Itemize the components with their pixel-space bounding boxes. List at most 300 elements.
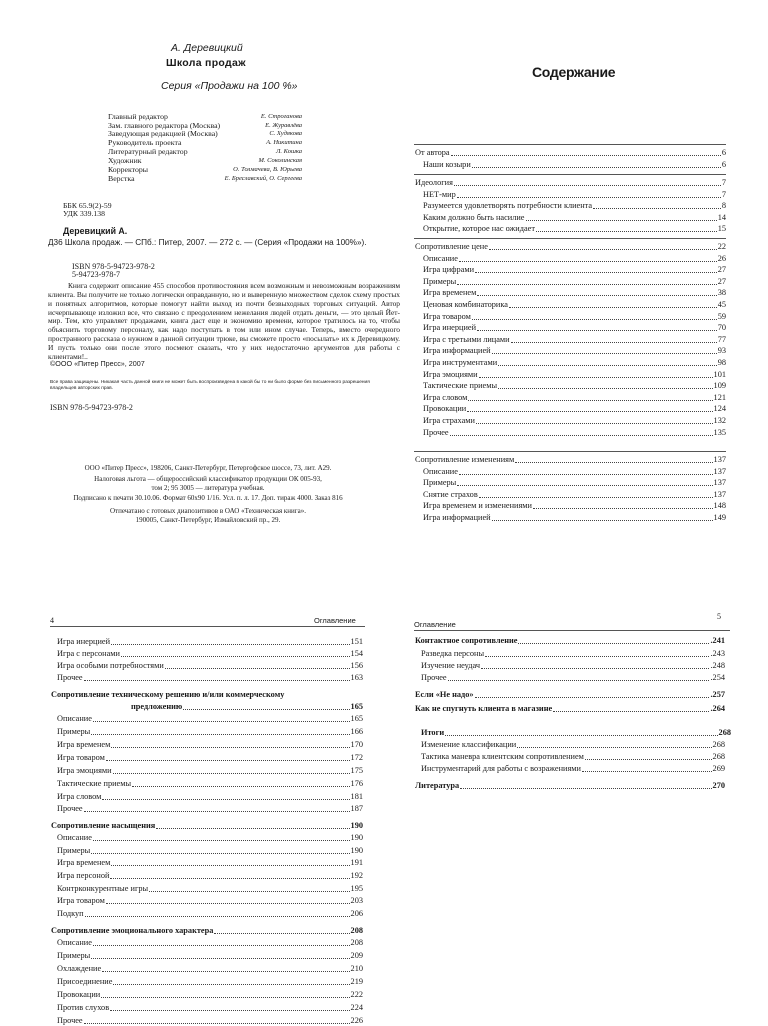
toc-entry-page: 206 xyxy=(350,909,363,918)
toc-leader xyxy=(585,758,712,760)
toc-entry-page: .257 xyxy=(710,690,725,699)
catalog-author: Деревицкий А. xyxy=(63,226,128,236)
toc-leader xyxy=(93,839,350,841)
contents-title: Содержание xyxy=(532,64,616,80)
toc-entry xyxy=(57,637,363,647)
toc-entry-page: 191 xyxy=(350,858,363,867)
toc-entry-label: Примеры xyxy=(57,951,91,960)
toc-entry-page: 208 xyxy=(350,938,363,947)
toc-entry-label: Игра с персонами xyxy=(57,649,120,658)
toc-entry-page: .243 xyxy=(710,649,725,658)
toc-entry-label: Прочее xyxy=(423,427,449,437)
toc-entry-label: Игра словом xyxy=(423,392,468,402)
rights-notice: Все права защищены. Никакая часть данной книги не может быть воспроизведена в какой бы то ни было форме без письменного разрешения владельцев авторских прав. xyxy=(50,380,370,391)
toc-entry-page: 219 xyxy=(350,977,363,986)
group-rule xyxy=(414,144,726,145)
toc-entry-label: Примеры xyxy=(423,276,457,286)
toc-entry-page: 132 xyxy=(713,416,726,425)
page-number: 4 xyxy=(50,616,54,625)
credit-name: Е. Журавлёва xyxy=(265,121,302,129)
toc-leader xyxy=(477,294,716,296)
toc-leader xyxy=(102,798,349,800)
toc-entry-label: Игра временем xyxy=(423,288,477,298)
toc-leader xyxy=(553,710,709,712)
toc-entry-page: 151 xyxy=(350,637,363,646)
toc-leader xyxy=(459,260,717,262)
publisher-line: Отпечатано с готовых диапозитивов в ОАО «Техническая книга». xyxy=(109,507,307,515)
toc-entry xyxy=(421,661,725,671)
toc-entry-page: 163 xyxy=(350,673,363,682)
toc-entry-label: Ценовая комбинаторика xyxy=(423,300,508,309)
toc-entry xyxy=(57,727,363,737)
toc-entry xyxy=(423,224,726,234)
toc-entry-label: Тактические приемы xyxy=(423,381,498,391)
toc-leader xyxy=(165,667,350,669)
toc-entry xyxy=(415,636,725,646)
toc-entry xyxy=(57,938,363,948)
toc-entry xyxy=(57,1003,363,1013)
toc-leader xyxy=(515,461,712,463)
toc-entry xyxy=(57,871,363,881)
toc-entry-label: Каким должно быть насилие xyxy=(423,212,525,222)
credit-role: Зам. главного редактора (Москва) xyxy=(108,120,221,130)
toc-entry-page: 59 xyxy=(717,311,726,321)
toc-leader xyxy=(93,944,350,946)
toc-entry-page: 156 xyxy=(350,661,363,670)
toc-entry-page: 175 xyxy=(350,766,363,775)
toc-entry-page: 222 xyxy=(350,990,363,999)
toc-entry-page: 210 xyxy=(350,964,363,973)
toc-leader xyxy=(91,957,349,959)
toc-entry-page: .241 xyxy=(710,636,725,645)
toc-leader xyxy=(445,734,717,736)
toc-entry-label: Примеры xyxy=(57,727,91,736)
toc-entry-page: 137 xyxy=(713,455,726,464)
toc-entry-label: Сопротивление эмоционального характера xyxy=(51,926,214,935)
toc-entry xyxy=(423,501,726,511)
toc-entry xyxy=(423,370,726,380)
credit-role: Руководитель проекта xyxy=(108,138,182,147)
publisher-line: Налоговая льгота — общероссийский классификатор продукции ОК 005-93, xyxy=(94,475,322,483)
book-author: А. Деревицкий xyxy=(171,42,243,54)
toc-leader xyxy=(132,785,350,787)
toc-entry-label: Прочее xyxy=(57,673,83,682)
toc-leader xyxy=(214,932,349,934)
toc-entry-page: 226 xyxy=(350,1016,363,1025)
toc-entry-page: 38 xyxy=(717,288,726,298)
toc-entry xyxy=(51,690,321,700)
toc-entry-page: 22 xyxy=(717,242,726,251)
toc-entry-label: Снятие страхов xyxy=(423,489,478,499)
toc-entry-page: 195 xyxy=(350,884,363,893)
toc-entry-page: 190 xyxy=(350,821,363,830)
toc-entry xyxy=(421,740,725,750)
toc-entry xyxy=(423,346,726,356)
toc-entry xyxy=(57,990,363,1000)
toc-entry xyxy=(415,242,726,252)
toc-entry xyxy=(415,178,726,188)
toc-entry-label: Если «Не надо» xyxy=(415,690,474,699)
toc-entry xyxy=(423,428,726,438)
toc-entry xyxy=(423,513,726,523)
toc-entry xyxy=(51,926,363,936)
toc-leader xyxy=(459,473,713,475)
toc-entry-page: 27 xyxy=(717,276,726,286)
publisher-line: 190005, Санкт-Петербург, Измайловский пр., 29. xyxy=(135,516,281,524)
toc-entry xyxy=(423,213,726,223)
toc-entry-label: Изучение неудач xyxy=(421,661,481,670)
credit-name: Е. Строганова xyxy=(260,113,302,120)
toc-entry-page: 208 xyxy=(350,926,363,935)
toc-leader xyxy=(467,410,712,412)
toc-entry-label: Игра товаром xyxy=(57,753,105,762)
toc-entry xyxy=(421,673,725,683)
toc-entry-page: 224 xyxy=(350,1003,363,1012)
toc-leader xyxy=(492,352,717,354)
toc-entry-label: Игра товаром xyxy=(57,896,105,905)
toc-entry-page: 154 xyxy=(350,649,363,658)
toc-entry xyxy=(415,704,725,714)
toc-leader xyxy=(111,746,349,748)
toc-entry-label: Игра инерцией xyxy=(423,323,477,333)
toc-entry xyxy=(57,1016,363,1026)
toc-leader xyxy=(102,970,349,972)
toc-entry-label: Литература xyxy=(415,781,460,790)
group-rule xyxy=(414,174,726,175)
toc-entry-label: Провокации xyxy=(423,404,467,414)
toc-entry-label: Инструментарий для работы с возражениями xyxy=(421,764,581,773)
toc-leader xyxy=(106,902,350,904)
toc-entry-label: Провокации xyxy=(57,990,101,999)
toc-leader xyxy=(84,810,350,812)
toc-entry xyxy=(423,277,726,287)
toc-entry xyxy=(57,951,363,961)
toc-entry xyxy=(423,300,726,310)
toc-entry xyxy=(57,977,363,987)
toc-leader xyxy=(457,283,716,285)
toc-entry xyxy=(57,766,363,776)
toc-entry-page: 181 xyxy=(350,792,363,801)
toc-entry xyxy=(57,896,363,906)
toc-leader xyxy=(593,207,721,209)
toc-entry xyxy=(57,884,363,894)
toc-entry xyxy=(57,833,363,843)
toc-leader xyxy=(489,248,717,250)
toc-entry xyxy=(57,964,363,974)
credit-role: Главный редактор xyxy=(108,112,168,121)
toc-entry xyxy=(421,752,725,762)
toc-entry-label: Тактика маневра клиентским сопротивлением xyxy=(421,752,584,761)
toc-entry xyxy=(423,416,726,426)
credit-name: А. Никитина xyxy=(266,139,302,146)
toc-leader xyxy=(93,720,350,722)
toc-leader xyxy=(518,642,709,644)
toc-entry xyxy=(57,909,363,919)
toc-entry-page: 172 xyxy=(350,753,363,762)
toc-leader xyxy=(481,667,709,669)
toc-leader xyxy=(526,219,717,221)
toc-entry-page: 27 xyxy=(717,265,726,275)
toc-leader xyxy=(149,890,349,892)
toc-leader xyxy=(85,915,350,917)
toc-entry-label: Сопротивление техническому решению и/или коммерческому xyxy=(51,690,285,699)
toc-entry-page: 190 xyxy=(350,833,363,842)
toc-entry xyxy=(423,478,726,488)
group-rule xyxy=(414,238,726,239)
toc-entry-label: Игра временем xyxy=(57,858,111,867)
publisher-line: ООО «Питер Пресс», 198206, Санкт-Петербург, Петергофское шоссе, 73, лит. А29. xyxy=(84,464,332,472)
toc-entry-page: 26 xyxy=(717,253,726,263)
toc-entry-label: Итоги xyxy=(421,728,445,737)
toc-entry-page: 137 xyxy=(713,466,726,476)
toc-entry-label: Игра персоной xyxy=(57,871,110,880)
toc-entry-page: 14 xyxy=(717,212,726,222)
toc-entry-label: Контрконкурентные игры xyxy=(57,884,149,893)
toc-entry xyxy=(423,312,726,322)
toc-entry-label: Игра особыми потребностями xyxy=(57,661,164,670)
toc-entry-label: Описание xyxy=(57,938,92,947)
toc-entry-label: Игра временем xyxy=(57,740,111,749)
toc-entry-label: Подкуп xyxy=(57,909,84,918)
toc-leader xyxy=(450,434,713,436)
toc-entry-page: 187 xyxy=(350,804,363,813)
toc-entry xyxy=(57,846,363,856)
catalog-entry: Д36 Школа продаж. — СПб.: Питер, 2007. — 272 с. — (Серия «Продажи на 100%»). xyxy=(48,238,367,247)
toc-entry-page: .264 xyxy=(710,704,725,713)
toc-entry-label: Прочее xyxy=(57,1016,83,1025)
toc-leader xyxy=(475,271,717,273)
toc-entry-page: 101 xyxy=(713,369,726,379)
toc-entry-label: Игра эмоциями xyxy=(57,766,112,775)
annotation: Книга содержит описание 455 способов противостояния всем возможным и невозможным возражениям клиента. Вы получите не только логически оправданную, но и выверенную множеством сделок схему простых и понятных алгоритмов, которые помогут найти выход из почти безвыходных торговых ситуаций. Автор исчерпывающе изложил все, что связано с преодолением нежелания людей отдать деньги, — это целый Йет-мир. Тем, кто управляет продажами, книга даст еще и экономию времени, которое тратилось на то, чтобы объяснить торговому персоналу, как надо поступать в том или ином случае. Теперь, вместо очередного пространного рассказа о нужном в данной ситуации трюке, вы сможете просто «посылать» их к Деревицкому. И пусть только они после этого посмеют сказать, что у них недостаточно аргументов для работы с клиентами!.. xyxy=(48,281,400,361)
toc-leader xyxy=(485,655,709,657)
credit-name: М. Соколинская xyxy=(258,157,302,164)
toc-entry-label: Игра информацией xyxy=(423,346,491,356)
toc-entry-label: Игра словом xyxy=(57,792,102,801)
toc-entry-page: 165 xyxy=(350,702,363,711)
credit-name: Л. Кошка xyxy=(275,148,302,155)
toc-entry-page: 166 xyxy=(350,727,363,736)
toc-entry xyxy=(57,792,363,802)
toc-leader xyxy=(110,1009,349,1011)
isbn-bottom: ISBN 978-5-94723-978-2 xyxy=(50,403,133,412)
toc-entry-page: 192 xyxy=(350,871,363,880)
toc-entry xyxy=(51,821,363,831)
toc-entry-label: Описание xyxy=(57,833,92,842)
toc-leader xyxy=(91,733,349,735)
toc-entry-label: Примеры xyxy=(423,478,457,488)
toc-leader xyxy=(457,484,712,486)
toc-entry-label: Игра цифрами xyxy=(423,265,475,275)
toc-entry-label: Примеры xyxy=(57,846,91,855)
toc-entry-page: 209 xyxy=(350,951,363,960)
toc-entry xyxy=(421,728,731,738)
toc-leader xyxy=(479,376,713,378)
toc-entry xyxy=(423,393,726,403)
toc-entry-page: 269 xyxy=(712,764,725,773)
toc-entry xyxy=(423,323,726,333)
toc-leader xyxy=(111,643,350,645)
toc-entry-page: 77 xyxy=(717,334,726,344)
toc-entry xyxy=(57,714,363,724)
book-title: Школа продаж xyxy=(166,57,246,69)
toc-entry xyxy=(423,190,726,200)
toc-entry-page: 8 xyxy=(721,201,726,211)
publisher-line: Подписано к печати 30.10.06. Формат 60х90 1/16. Усл. п. л. 17. Доп. тираж 4000. Заказ 816 xyxy=(73,494,343,502)
toc-entry-label: Сопротивление изменениям xyxy=(415,455,515,464)
toc-entry-page: 93 xyxy=(717,346,726,356)
toc-leader xyxy=(84,679,350,681)
toc-entry xyxy=(57,649,363,659)
credit-name: Е. Бреславский, О. Сергеева xyxy=(224,175,302,182)
toc-entry xyxy=(57,740,363,750)
toc-entry-label: Изменение классификации xyxy=(421,740,517,749)
toc-entry-page: 98 xyxy=(717,358,726,367)
isbn-secondary: 5-94723-978-7 xyxy=(72,270,120,279)
toc-entry-page: 6 xyxy=(721,148,726,157)
toc-leader xyxy=(111,864,349,866)
running-header: Оглавление xyxy=(414,620,456,629)
toc-entry xyxy=(415,148,726,158)
toc-entry-page: 7 xyxy=(721,189,726,199)
toc-leader xyxy=(91,852,349,854)
toc-leader xyxy=(498,364,717,366)
toc-entry xyxy=(423,160,726,170)
toc-leader xyxy=(113,772,350,774)
toc-entry xyxy=(415,781,725,791)
toc-entry-page: 268 xyxy=(712,752,725,761)
toc-leader xyxy=(479,496,713,498)
toc-entry xyxy=(423,335,726,345)
group-rule xyxy=(414,451,726,452)
toc-leader xyxy=(511,341,717,343)
toc-entry xyxy=(57,673,363,683)
toc-entry-page: 7 xyxy=(721,178,726,187)
toc-leader xyxy=(110,877,349,879)
toc-leader xyxy=(472,166,721,168)
toc-entry-label: Описание xyxy=(57,714,92,723)
toc-entry xyxy=(423,381,726,391)
toc-entry-label: От автора xyxy=(415,148,450,157)
toc-entry xyxy=(423,404,726,414)
toc-entry-label: Сопротивление насыщения xyxy=(51,821,156,830)
toc-entry-page: 137 xyxy=(713,489,726,499)
credit-role: Литературный редактор xyxy=(108,147,188,156)
toc-entry xyxy=(415,690,725,700)
toc-entry-label: Тактические приемы xyxy=(57,779,132,788)
credit-role: Верстка xyxy=(108,174,135,183)
toc-entry-label: Наши козыри xyxy=(423,159,471,169)
toc-entry xyxy=(421,764,725,774)
toc-leader xyxy=(509,306,717,308)
header-rule xyxy=(50,626,365,627)
toc-entry xyxy=(421,649,725,659)
toc-leader xyxy=(468,399,712,401)
toc-entry xyxy=(423,201,726,211)
toc-entry-page: 170 xyxy=(350,740,363,749)
toc-entry-label: Прочее xyxy=(57,804,83,813)
isbn-primary: ISBN 978-5-94723-978-2 xyxy=(72,262,155,271)
toc-entry-page: 45 xyxy=(717,300,726,309)
toc-entry-label: Разумеется удовлетворять потребности клиента xyxy=(423,201,593,211)
toc-entry-page: 270 xyxy=(712,781,725,790)
toc-entry-label: Открытие, которое нас ожидает xyxy=(423,224,535,234)
book-series: Серия «Продажи на 100 %» xyxy=(161,80,298,92)
toc-entry xyxy=(423,254,726,264)
toc-entry-page: 6 xyxy=(721,159,726,169)
toc-entry-label: Как не спугнуть клиента в магазине xyxy=(415,704,553,713)
toc-entry-page: 268 xyxy=(712,740,725,749)
toc-entry-label: Контактное сопротивление xyxy=(415,636,518,645)
toc-entry xyxy=(57,779,363,789)
toc-leader xyxy=(156,827,349,829)
toc-entry-label: Охлаждение xyxy=(57,964,102,973)
credit-name: С. Худякова xyxy=(269,130,302,137)
toc-entry-page: 165 xyxy=(350,714,363,723)
toc-entry-page: 149 xyxy=(713,513,726,522)
copyright: ©ООО «Питер Пресс», 2007 xyxy=(50,359,145,368)
toc-entry-label: Игра инструментами xyxy=(423,358,498,367)
bbk-code: ББК 65.9(2)-59 xyxy=(63,201,112,210)
toc-leader xyxy=(457,196,721,198)
toc-entry-label: Идеология xyxy=(415,178,453,187)
toc-entry-label: Разведка персоны xyxy=(421,649,485,658)
toc-entry-page: 124 xyxy=(713,404,726,414)
toc-entry-page: 137 xyxy=(713,478,726,488)
toc-entry xyxy=(423,490,726,500)
toc-leader xyxy=(498,387,713,389)
toc-entry-label: Описание xyxy=(423,253,458,263)
toc-entry xyxy=(131,702,363,712)
toc-entry-page: 190 xyxy=(350,846,363,855)
toc-entry xyxy=(57,804,363,814)
credit-role: Корректоры xyxy=(108,165,148,174)
toc-entry-page: .248 xyxy=(710,661,725,670)
toc-entry-label: Игра страхами xyxy=(423,416,475,425)
toc-leader xyxy=(454,184,721,186)
toc-leader xyxy=(533,507,713,509)
toc-entry-label: Игра временем и изменениями xyxy=(423,501,532,511)
toc-entry-label: НЕТ-мир xyxy=(423,189,456,199)
header-rule xyxy=(414,630,730,631)
credit-role: Заведующая редакцией (Москва) xyxy=(108,129,218,138)
toc-leader xyxy=(582,770,712,772)
toc-entry-label: предложению xyxy=(131,702,183,711)
toc-entry-page: 148 xyxy=(713,501,726,511)
toc-entry xyxy=(57,753,363,763)
toc-leader xyxy=(492,519,713,521)
toc-entry-label: Описание xyxy=(423,466,458,476)
toc-entry-label: Прочее xyxy=(421,673,447,682)
toc-entry xyxy=(415,455,726,465)
toc-entry-label: Игра эмоциями xyxy=(423,369,478,379)
toc-entry-page: 203 xyxy=(350,896,363,905)
toc-leader xyxy=(121,655,350,657)
toc-leader xyxy=(101,996,349,998)
toc-leader xyxy=(460,787,711,789)
toc-entry-label: Игра товаром xyxy=(423,311,471,321)
toc-entry-label: Против слухов xyxy=(57,1003,110,1012)
udk-code: УДК 339.138 xyxy=(63,209,105,218)
toc-entry-label: Присоединение xyxy=(57,977,113,986)
toc-leader xyxy=(472,318,717,320)
toc-entry-label: Игра инерцией xyxy=(57,637,111,646)
toc-entry-page: 268 xyxy=(718,728,731,737)
toc-entry-label: Игра с третьими лицами xyxy=(423,334,510,344)
toc-leader xyxy=(477,329,717,331)
credit-role: Художник xyxy=(108,156,142,165)
toc-entry-page: 121 xyxy=(713,392,726,402)
